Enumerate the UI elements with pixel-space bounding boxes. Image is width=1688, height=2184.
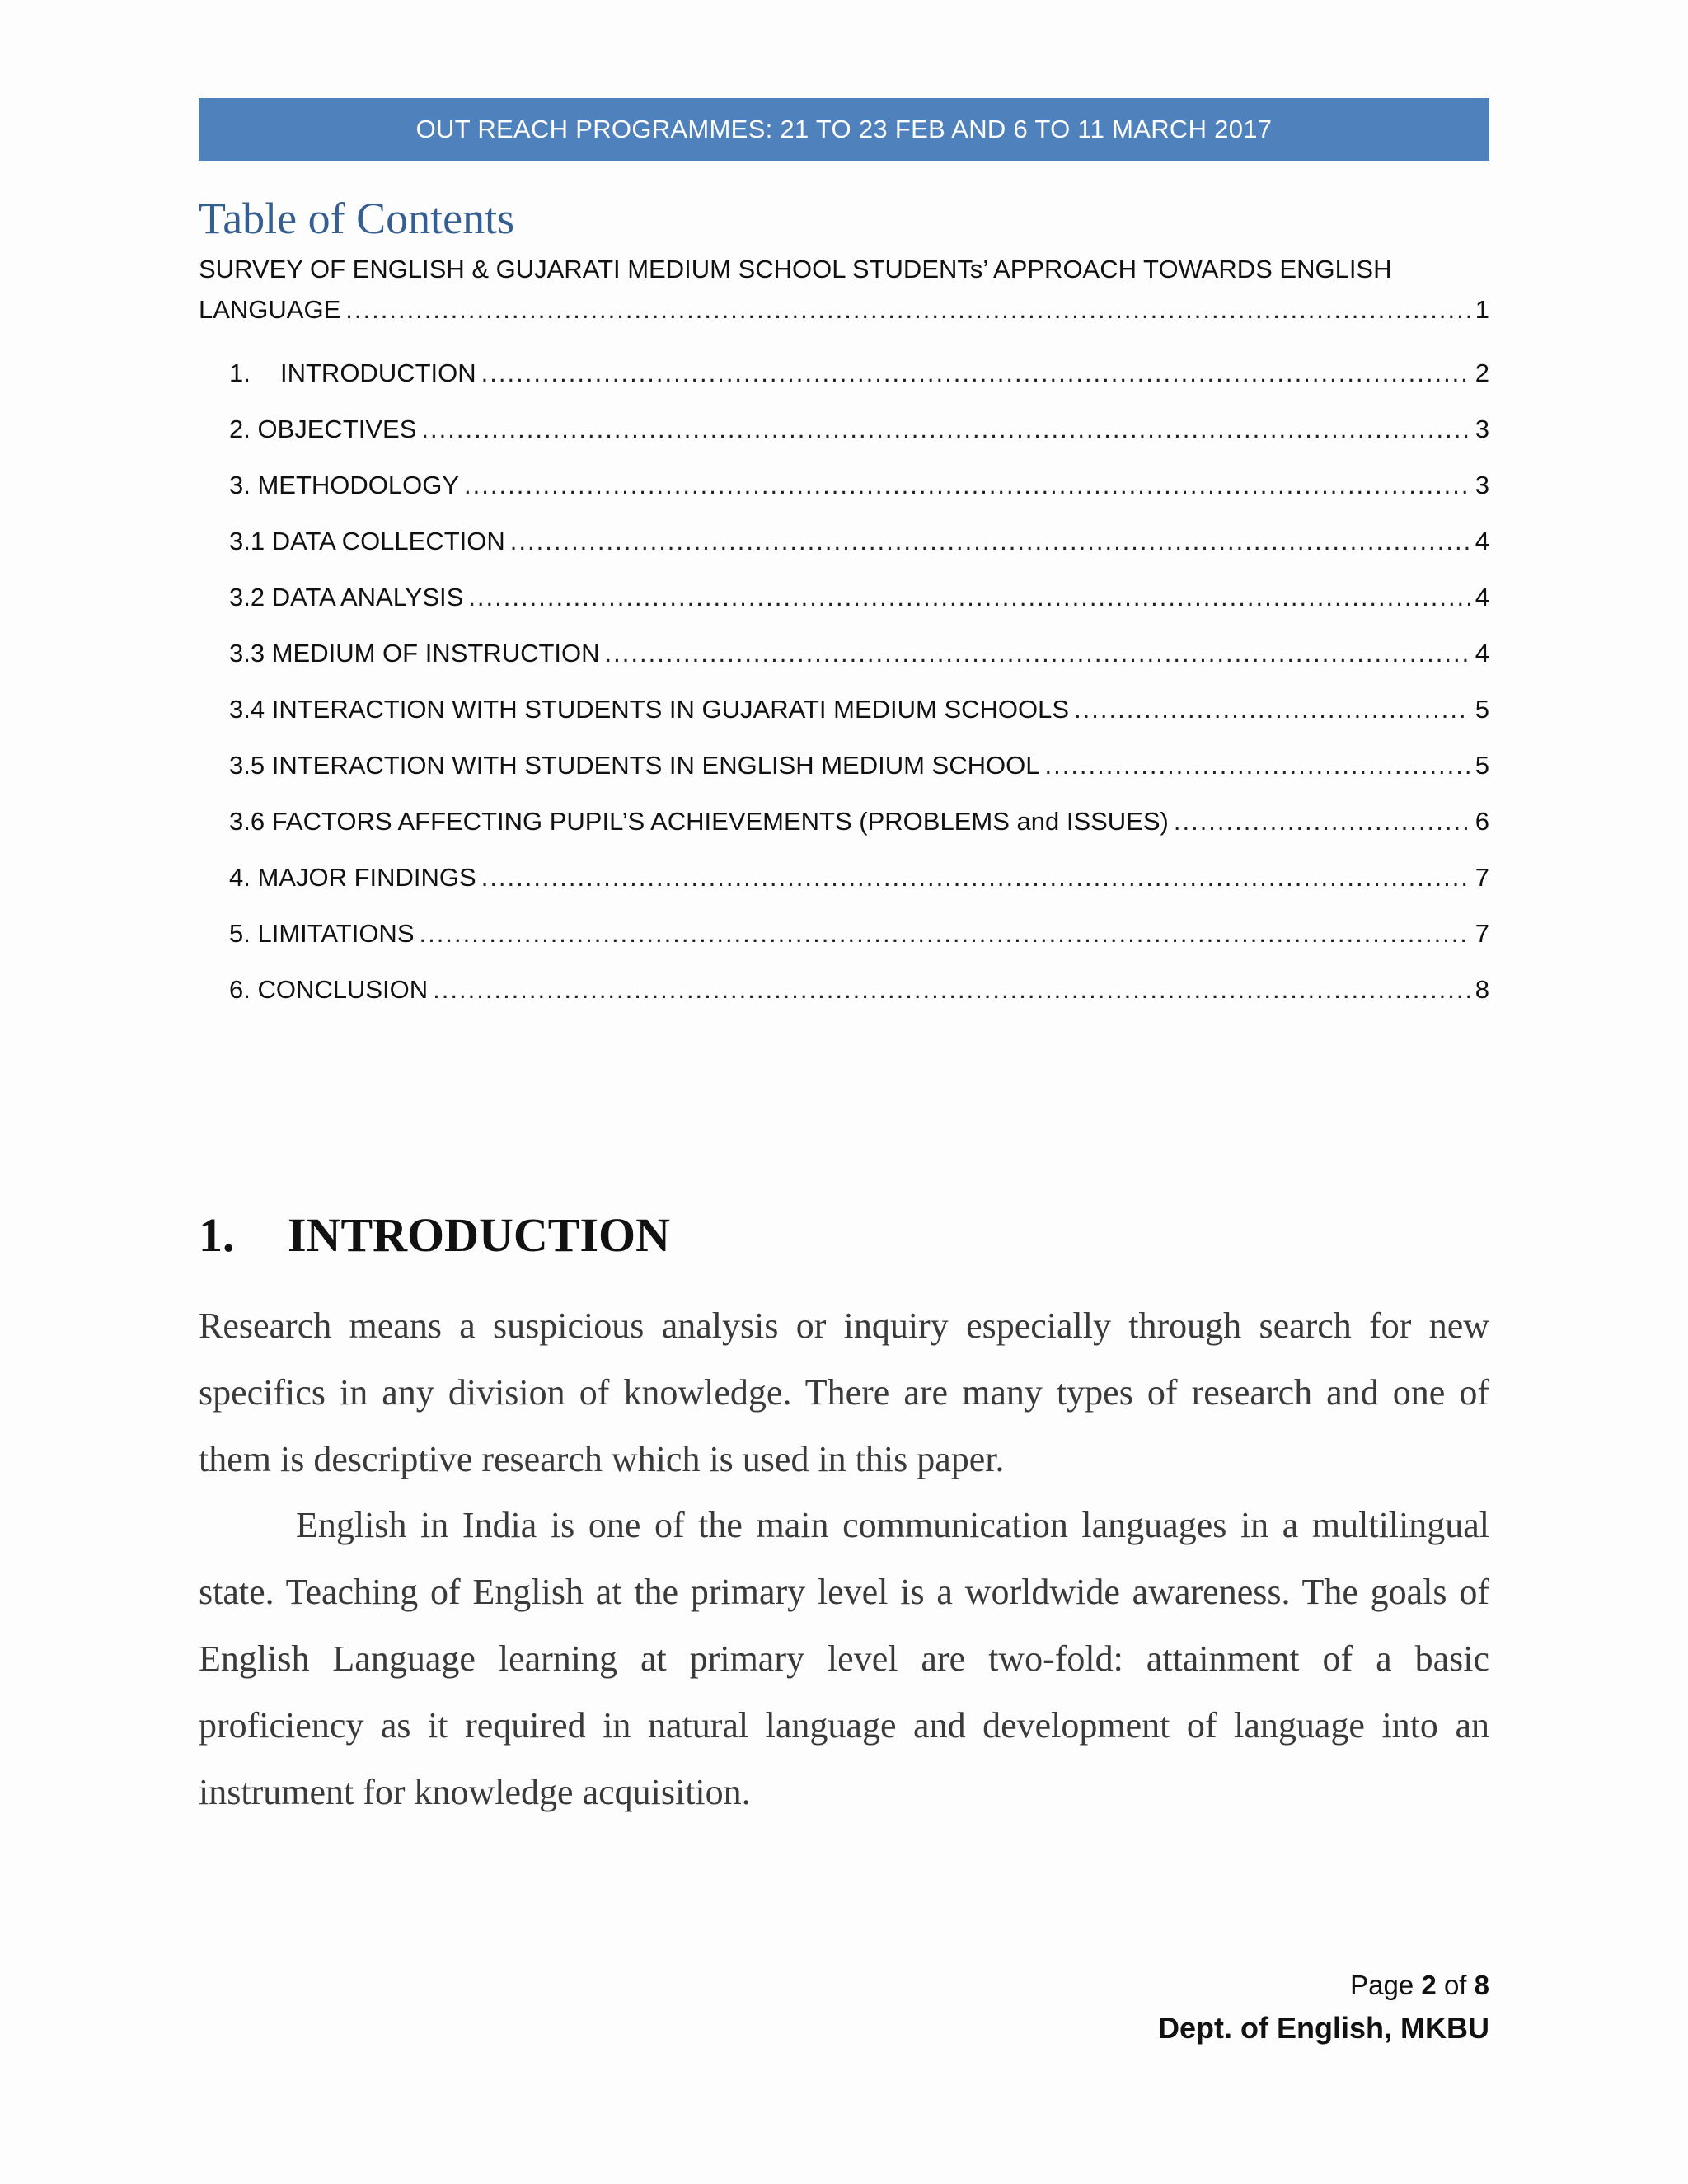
toc-leader-dots xyxy=(1074,695,1470,724)
toc-leader-dots xyxy=(464,471,1470,500)
toc-entry-page: 4 xyxy=(1475,583,1489,612)
toc-leader-dots xyxy=(1044,751,1470,780)
toc-leader-dots xyxy=(481,863,1470,893)
toc-entry-label: 2. OBJECTIVES xyxy=(229,415,417,443)
table-of-contents xyxy=(199,251,1489,337)
toc-entry-label: 3.1 DATA COLLECTION xyxy=(229,527,505,555)
toc-leader-dots xyxy=(421,415,1470,444)
toc-entry[interactable] xyxy=(229,751,1489,784)
toc-entry-label: 6. CONCLUSION xyxy=(229,975,429,1004)
toc-entry[interactable] xyxy=(229,695,1489,728)
toc-entry[interactable] xyxy=(229,807,1489,840)
toc-entry-label: 3. METHODOLOGY xyxy=(229,471,460,499)
toc-entry[interactable] xyxy=(229,415,1489,448)
toc-entry[interactable] xyxy=(229,919,1489,952)
toc-leader-dots xyxy=(420,919,1470,949)
toc-entry[interactable] xyxy=(229,527,1489,560)
toc-entry-page: 2 xyxy=(1475,359,1489,387)
toc-leader-dots xyxy=(345,295,1470,325)
footer-department: Dept. of English, MKBU xyxy=(1158,2011,1489,2045)
toc-entry-page: 4 xyxy=(1475,527,1489,555)
toc-entry-page: 6 xyxy=(1475,807,1489,836)
toc-leader-dots xyxy=(1174,807,1470,837)
toc-entry[interactable] xyxy=(229,975,1489,1008)
toc-heading: Table of Contents xyxy=(199,194,515,243)
header-banner xyxy=(199,98,1489,161)
toc-entry[interactable] xyxy=(229,471,1489,504)
toc-entry-page: 1 xyxy=(1475,295,1489,324)
toc-entry[interactable] xyxy=(229,863,1489,896)
toc-entry-label: 3.2 DATA ANALYSIS xyxy=(229,583,464,612)
toc-leader-dots xyxy=(481,359,1470,388)
toc-leader-dots xyxy=(433,975,1470,1005)
section-number: 1. xyxy=(199,1208,235,1262)
toc-entry-label-cont: LANGUAGE xyxy=(199,295,341,324)
body-paragraph-1: Research means a suspicious analysis or inquiry especially through search for new specifics in any division of knowledge. There are many types of research and one of them is descriptive research which is used in this paper. xyxy=(199,1305,1489,1479)
toc-entry-label: INTRODUCTION xyxy=(280,359,476,387)
footer-page-number xyxy=(1350,1970,1489,2001)
toc-entry-page: 3 xyxy=(1475,415,1489,443)
toc-entry-page: 7 xyxy=(1475,863,1489,892)
toc-entry-label: 3.3 MEDIUM OF INSTRUCTION xyxy=(229,639,600,668)
toc-entry-page: 4 xyxy=(1475,639,1489,668)
header-banner-text: OUT REACH PROGRAMMES: 21 TO 23 FEB AND 6 TO 11 MARCH 2017 xyxy=(415,115,1273,143)
body-paragraph-2: English in India is one of the main communication languages in a multilingual state. Teaching of English at the primary level is a worldwide awareness. The goals of English Language learning at primary level are two-fold: attainment of a basic proficiency as it required in natural language and development of language into an instrument for knowledge acquisition. xyxy=(199,1505,1489,1812)
toc-entry-page: 5 xyxy=(1475,751,1489,780)
toc-leader-dots xyxy=(510,527,1470,556)
toc-entry-page: 5 xyxy=(1475,695,1489,724)
footer-page-current: 2 xyxy=(1421,1970,1437,2000)
section-heading-introduction xyxy=(199,1207,670,1263)
footer-page-of: of xyxy=(1443,1970,1467,2000)
toc-leader-dots xyxy=(468,583,1470,612)
toc-entry-page: 3 xyxy=(1475,471,1489,499)
toc-entry-label: 5. LIMITATIONS xyxy=(229,919,415,948)
toc-entry[interactable] xyxy=(229,583,1489,616)
toc-entry-label: 3.4 INTERACTION WITH STUDENTS IN GUJARATI MEDIUM SCHOOLS xyxy=(229,695,1070,724)
toc-entry[interactable] xyxy=(229,359,1489,391)
toc-entry-page: 7 xyxy=(1475,919,1489,948)
footer-page-total: 8 xyxy=(1474,1970,1489,2000)
document-page xyxy=(199,0,1489,2184)
toc-entry-number: 1. xyxy=(229,359,251,387)
section-title: INTRODUCTION xyxy=(288,1208,671,1262)
footer-page-prefix: Page xyxy=(1350,1970,1414,2000)
toc-leader-dots xyxy=(605,639,1470,668)
toc-entry[interactable] xyxy=(229,639,1489,672)
toc-entry-label: 4. MAJOR FINDINGS xyxy=(229,863,476,892)
toc-entry-label: 3.6 FACTORS AFFECTING PUPIL’S ACHIEVEMENTS (PROBLEMS and ISSUES) xyxy=(229,807,1169,836)
toc-entry-label: 3.5 INTERACTION WITH STUDENTS IN ENGLISH MEDIUM SCHOOL xyxy=(229,751,1040,780)
toc-entry-page: 8 xyxy=(1475,975,1489,1004)
toc-entry-survey[interactable] xyxy=(199,251,1489,337)
toc-entry-label: SURVEY OF ENGLISH & GUJARATI MEDIUM SCHOOL STUDENTs’ APPROACH TOWARDS ENGLISH xyxy=(199,255,1392,284)
